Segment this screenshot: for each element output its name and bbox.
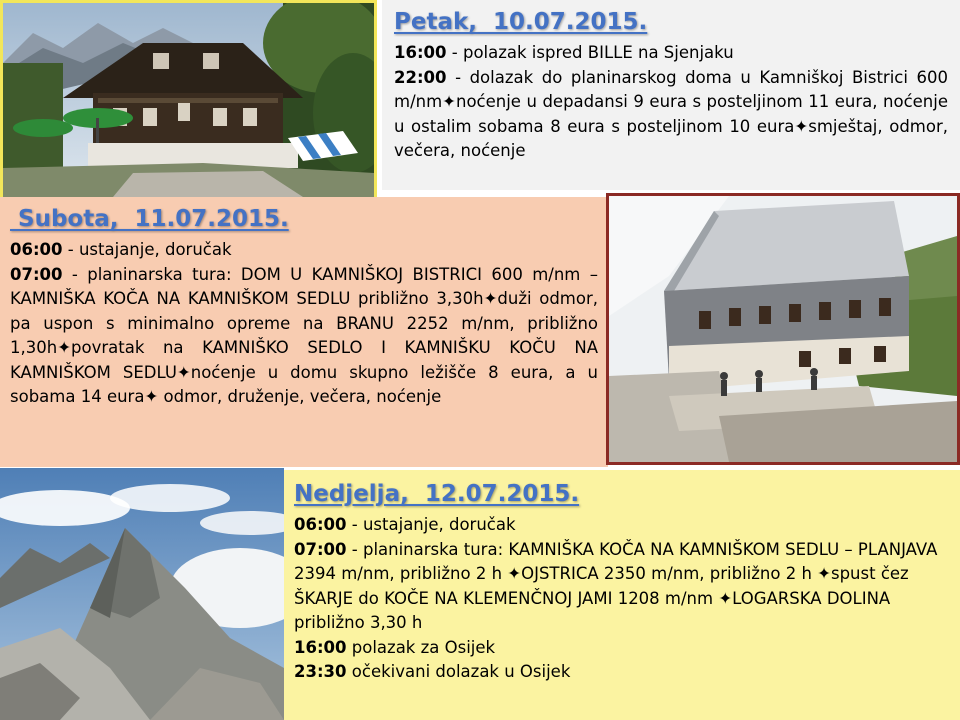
entry-text: - planinarska tura: KAMNIŠKA KOČA NA KAMNIŠKOM SEDLU – PLANJAVA 2394 m/nm, približno 2 h ✦OJSTRICA 2350 m/nm, približno 2 h ✦spust čez ŠKARJE do KOČE NA KLEMENČNOJ JAMI 1208 m/nm ✦LOGARSKA DOLINA približno 3,30 h <box>294 539 938 632</box>
entry-text: očekivani dolazak u Osijek <box>346 662 571 681</box>
schedule-entry <box>394 41 948 66</box>
entry-text: - planinarska tura: DOM U KAMNIŠKOJ BISTRICI 600 m/nm – KAMNIŠKA KOČA NA KAMNIŠKOM SEDLU približno 3,30h✦duži odmor, pa uspon s minimalno opreme na BRANU 2252 m/nm, približno 1,30h✦povratak na KAMNIŠKO SEDLO I KAMNIŠKU KOČU NA KAMNIŠKOM SEDLU✦noćenje u domu skupno ležišče 8 eura, a u sobama 14 eura✦ odmor, druženje, večera, noćenje <box>10 264 598 406</box>
entry-time: 22:00 <box>394 67 447 87</box>
entry-text: - ustajanje, doručak <box>62 240 232 259</box>
day-panel-saturday <box>0 197 608 467</box>
day-panel-friday <box>382 0 960 190</box>
photo-saturday-mountain-hut <box>606 193 960 465</box>
entry-time: 07:00 <box>10 264 63 284</box>
entry-text: - ustajanje, doručak <box>346 515 516 534</box>
day-title: Nedjelja, 12.07.2015. <box>294 481 580 507</box>
entry-time: 16:00 <box>294 637 347 657</box>
entry-text: - polazak ispred BILLE na Sjenjaku <box>446 43 734 62</box>
day-panel-sunday <box>284 470 960 720</box>
photo-sunday-peaks <box>0 468 284 720</box>
day-title: Subota, 11.07.2015. <box>10 206 289 232</box>
photo-friday-chalet <box>0 0 377 200</box>
entry-time: 16:00 <box>394 43 447 62</box>
entry-text: polazak za Osijek <box>346 637 496 657</box>
schedule-entry <box>294 513 950 538</box>
entry-text: - dolazak do planinarskog doma u Kamniškoj Bistrici 600 m/nm✦noćenje u depadansi 9 eura s posteljinom 11 eura, noćenje u ostalim sobama 8 eura s posteljinom 10 eura✦smještaj, odmor, večera, noćenje <box>394 67 948 160</box>
entry-time: 06:00 <box>10 240 63 259</box>
schedule-entry <box>10 238 598 263</box>
schedule-entry <box>394 66 948 164</box>
schedule-entry <box>10 263 598 410</box>
day-title: Petak, 10.07.2015. <box>394 9 648 35</box>
entry-time: 07:00 <box>294 539 347 559</box>
schedule-entry <box>294 636 950 661</box>
schedule-entry <box>294 660 950 685</box>
schedule-entry <box>294 538 950 636</box>
entry-time: 23:30 <box>294 662 347 681</box>
entry-time: 06:00 <box>294 515 347 534</box>
